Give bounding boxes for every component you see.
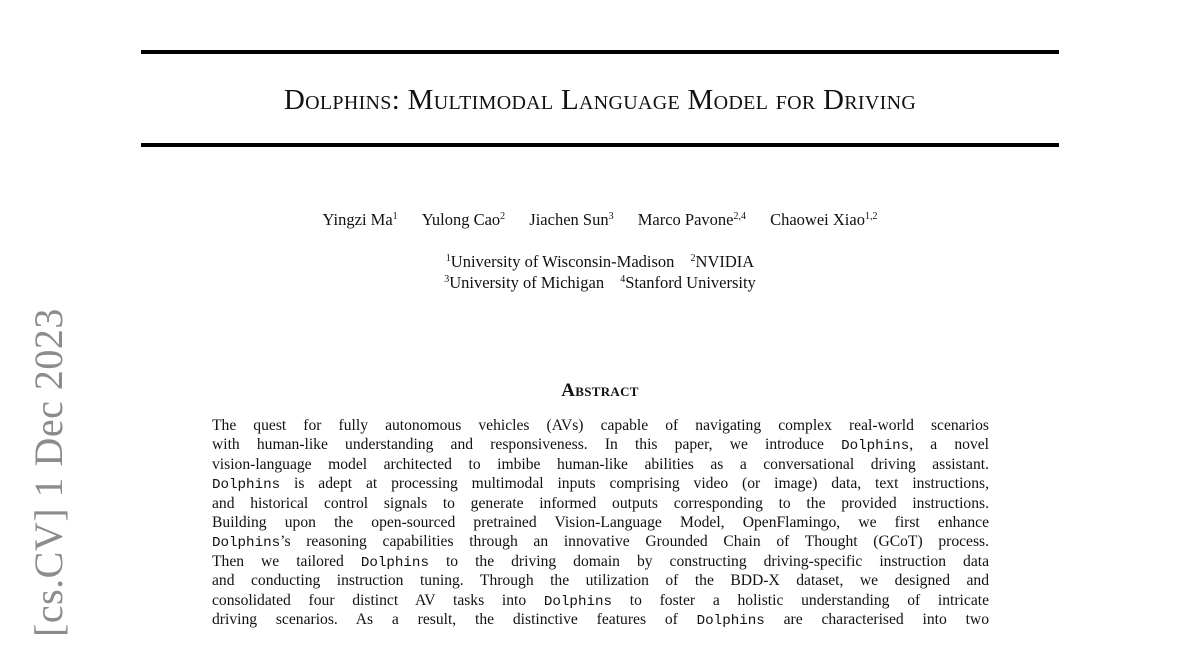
author: Yulong Cao$^2$ [421, 210, 506, 229]
abstract-text: Building upon the open-sourced pretrained Vision-Language Model, OpenFlamingo, we first enhance [212, 513, 989, 531]
abstract-text: to foster a holistic understanding of intricate [612, 591, 989, 609]
affiliations-line-2 [0, 273, 1200, 293]
abstract-line [212, 474, 989, 493]
author: Marco Pavone$^{2,4}$ [637, 210, 746, 229]
abstract-text: are characterised into two [764, 610, 989, 628]
title-bottom-rule [141, 143, 1059, 147]
abstract-body [212, 416, 989, 629]
abstract-line [212, 532, 989, 551]
model-name: Dolphins [543, 593, 613, 610]
affiliation: $^4$Stanford University [620, 273, 756, 292]
affiliation: $^3$University of Michigan [444, 273, 605, 292]
abstract-line [212, 610, 989, 629]
paper-title: Dolphins: Multimodal Language Model for Driving [283, 84, 917, 116]
abstract-line [212, 494, 989, 513]
abstract-text: and historical control signals to generate informed outputs corresponding to the provided instructions. [212, 494, 989, 512]
abstract-line [212, 435, 989, 454]
title-top-rule [141, 50, 1059, 54]
model-name: Dolphins [841, 438, 910, 455]
affiliations-line-1 [0, 252, 1200, 272]
abstract-heading: Abstract [561, 380, 639, 401]
abstract-text: driving scenarios. As a result, the distinctive features of [212, 610, 697, 628]
abstract-text: vision-language model architected to imbibe human-like abilities as a conversational driving assistant. [212, 455, 989, 473]
abstract-line [212, 416, 989, 435]
abstract-text: ’s reasoning capabilities through an innovative Grounded Chain of Thought (GCoT) process. [280, 533, 989, 551]
abstract-line [212, 591, 989, 610]
abstract-text: consolidated four distinct AV tasks into [212, 591, 544, 609]
abstract-text: is adept at processing multimodal inputs comprising video (or image) data, text instructions, [280, 475, 989, 493]
model-name: Dolphins [212, 535, 281, 552]
abstract-text: to the driving domain by constructing driving-specific instruction data [428, 552, 989, 570]
abstract-text: with human-like understanding and responsiveness. In this paper, we introduce [212, 436, 842, 454]
affiliation: $^2$NVIDIA [690, 252, 755, 271]
author: Jiachen Sun$^3$ [529, 210, 614, 229]
model-name: Dolphins [360, 554, 429, 571]
abstract-line [212, 571, 989, 590]
abstract-line [212, 455, 989, 474]
abstract-text: Then we tailored [212, 552, 361, 570]
model-name: Dolphins [212, 477, 281, 494]
author: Yingzi Ma$^1$ [322, 210, 398, 229]
abstract-text: , a novel [909, 436, 989, 454]
author: Chaowei Xiao$^{1,2}$ [770, 210, 878, 229]
model-name: Dolphins [696, 612, 765, 629]
abstract-line [212, 552, 989, 571]
abstract-line [212, 513, 989, 532]
author-list [0, 210, 1200, 230]
abstract-text: The quest for fully autonomous vehicles (AVs) capable of navigating complex real-world scenarios [212, 417, 989, 434]
abstract-text: and conducting instruction tuning. Through the utilization of the BDD-X dataset, we designed and [212, 572, 989, 590]
arxiv-stamp: [cs.CV] 1 Dec 2023 [26, 308, 71, 637]
affiliation: $^1$University of Wisconsin-Madison [445, 252, 675, 271]
